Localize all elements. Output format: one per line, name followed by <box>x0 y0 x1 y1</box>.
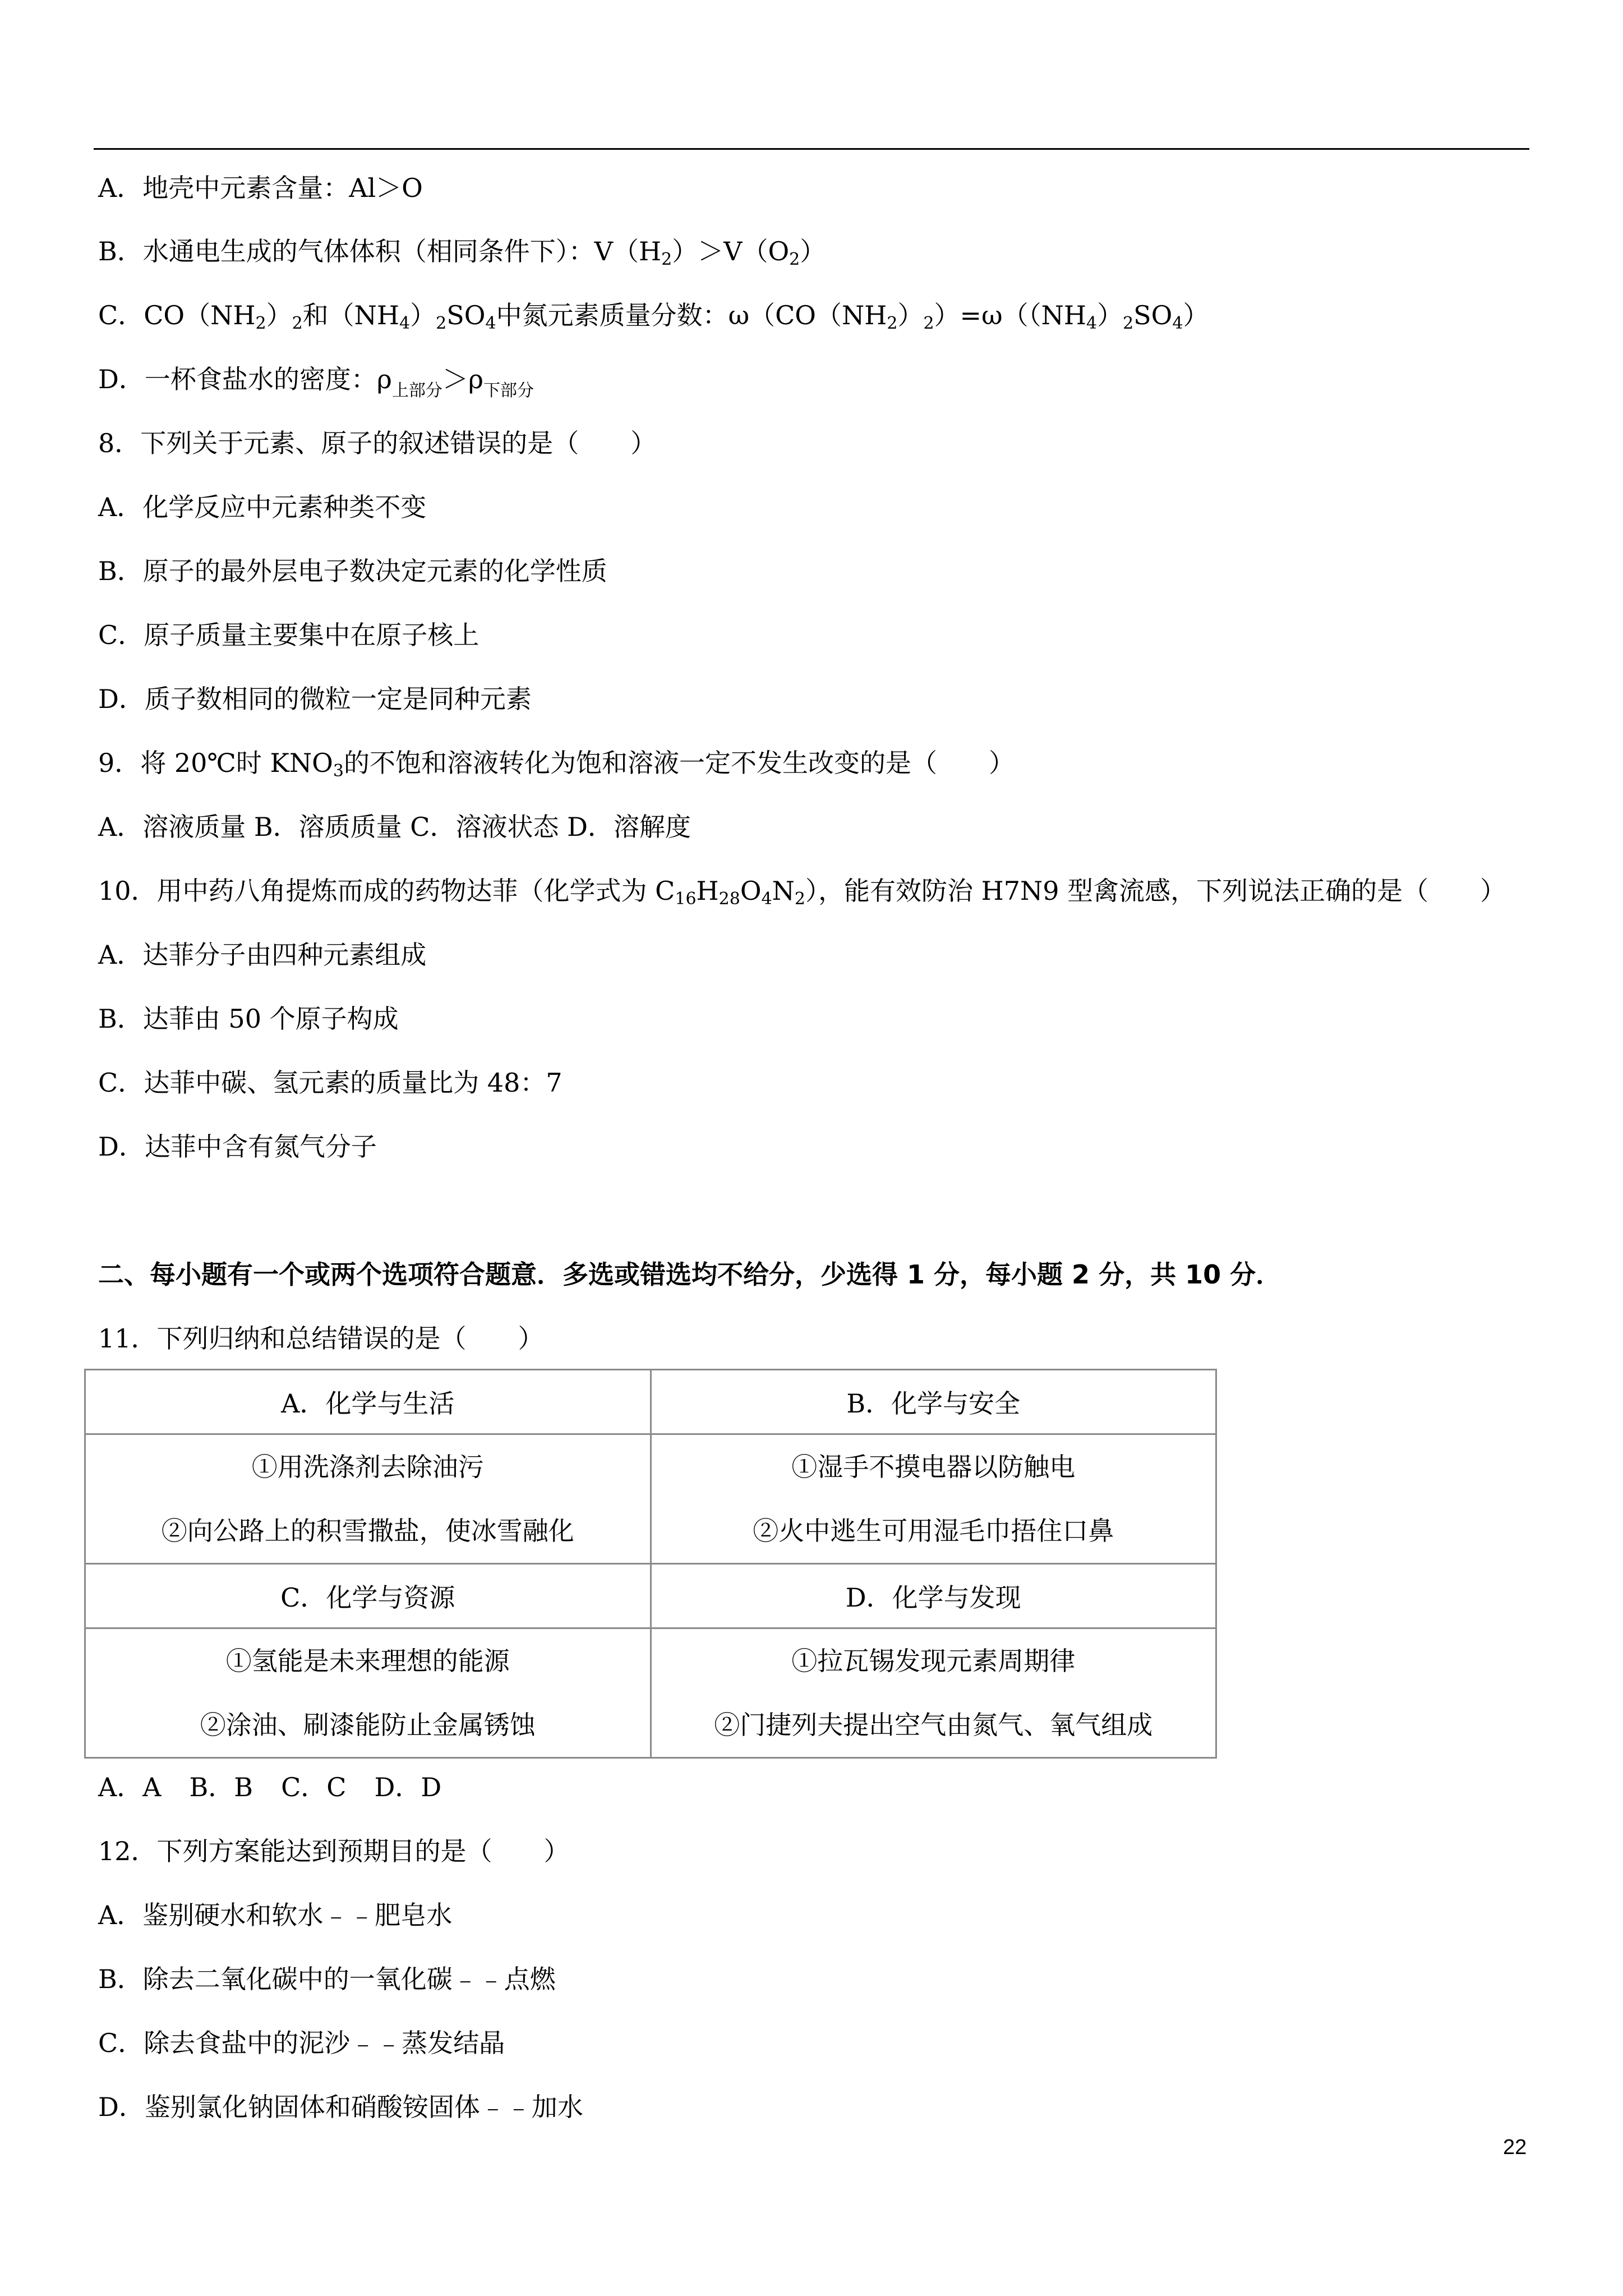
q10-option-c: C．达菲中碳、氢元素的质量比为 48：7 <box>98 1068 562 1098</box>
q8-stem: 8．下列关于元素、原子的叙述错误的是（ ） <box>98 428 657 458</box>
table-item: ②门捷列夫提出空气由氮气、氧气组成 <box>714 1710 1153 1740</box>
q9-stem: 9．将 20℃时 $KNO_3$的不饱和溶液转化为饱和溶液一定不发生改变的是（ ） <box>98 748 1015 781</box>
table-cell-b-head: B．化学与安全 <box>651 1370 1216 1434</box>
q11-option-a: A．A <box>98 1772 162 1802</box>
table-item: ②向公路上的积雪撒盐，使冰雪融化 <box>161 1516 574 1546</box>
q8-option-c: C．原子质量主要集中在原子核上 <box>98 620 479 650</box>
q12-option-b: B．除去二氧化碳中的一氧化碳﹣﹣点燃 <box>98 1964 556 1994</box>
q8-option-d: D．质子数相同的微粒一定是同种元素 <box>98 684 532 714</box>
table-cell-a-body <box>85 1434 651 1564</box>
q8-option-a: A．化学反应中元素种类不变 <box>98 492 427 522</box>
table-cell-d-head: D．化学与发现 <box>651 1564 1216 1628</box>
q11-option-d: D．D <box>374 1772 442 1802</box>
q7-option-b: B．水通电生成的气体体积（相同条件下）：$V(H_2)>V(O_2)$ <box>98 236 826 269</box>
q10-option-b: B．达菲由 50 个原子构成 <box>98 1004 399 1034</box>
q12-option-d: D．鉴别氯化钠固体和硝酸铵固体﹣﹣加水 <box>98 2092 583 2122</box>
q11-stem: 11．下列归纳和总结错误的是（ ） <box>98 1323 544 1354</box>
q12-option-c: C．除去食盐中的泥沙﹣﹣蒸发结晶 <box>98 2028 505 2058</box>
section-2-heading: 二、每小题有一个或两个选项符合题意．多选或错选均不给分，少选得 1 分，每小题 2 分，共 10 分． <box>98 1259 1282 1290</box>
q9-options: A．溶液质量 B．溶质质量 C．溶液状态 D．溶解度 <box>98 812 691 842</box>
q12-stem: 12．下列方案能达到预期目的是（ ） <box>98 1836 570 1866</box>
q11-options <box>98 1770 441 1804</box>
q10-option-d: D．达菲中含有氮气分子 <box>98 1131 377 1162</box>
q11-summary-table <box>84 1369 1217 1759</box>
table-cell-c-body <box>85 1628 651 1758</box>
q10-option-a: A．达菲分子由四种元素组成 <box>98 940 427 970</box>
q10-stem: 10．用中药八角提炼而成的药物达菲（化学式为 $C_{16}H_{28}O_4N_2$），能有效防治 H7N9 型禽流感，下列说法正确的是（ ） <box>98 876 1506 909</box>
table-item: ①氢能是未来理想的能源 <box>225 1646 510 1676</box>
table-item: ①拉瓦锡发现元素周期律 <box>791 1646 1076 1676</box>
table-cell-c-head: C．化学与资源 <box>85 1564 651 1628</box>
table-cell-a-head: A．化学与生活 <box>85 1370 651 1434</box>
table-item: ①湿手不摸电器以防触电 <box>791 1452 1076 1482</box>
q7-option-c: C．$CO(NH_2)_2$和$(NH_4)_2SO_4$中氮元素质量分数：$\omega(CO(NH_2)_2)=\omega((NH_4)_2SO_4)$ <box>98 300 1209 333</box>
table-cell-d-body <box>651 1628 1216 1758</box>
table-item: ②涂油、刷漆能防止金属锈蚀 <box>200 1710 536 1740</box>
q7-option-d: D．一杯食盐水的密度：$\rho_{上部分}>\rho_{下部分}$ <box>98 364 534 401</box>
table-item: ②火中逃生可用湿毛巾捂住口鼻 <box>753 1516 1114 1546</box>
page-number: 22 <box>1503 2136 1527 2159</box>
table-cell-b-body <box>651 1434 1216 1564</box>
header-rule <box>94 148 1529 150</box>
q11-option-c: C．C <box>281 1772 347 1802</box>
q7-option-a: A．地壳中元素含量：Al＞O <box>98 173 423 203</box>
q11-option-b: B．B <box>189 1772 253 1802</box>
table-item: ①用洗涤剂去除油污 <box>251 1452 484 1482</box>
q12-option-a: A．鉴别硬水和软水﹣﹣肥皂水 <box>98 1900 453 1930</box>
q8-option-b: B．原子的最外层电子数决定元素的化学性质 <box>98 556 607 586</box>
